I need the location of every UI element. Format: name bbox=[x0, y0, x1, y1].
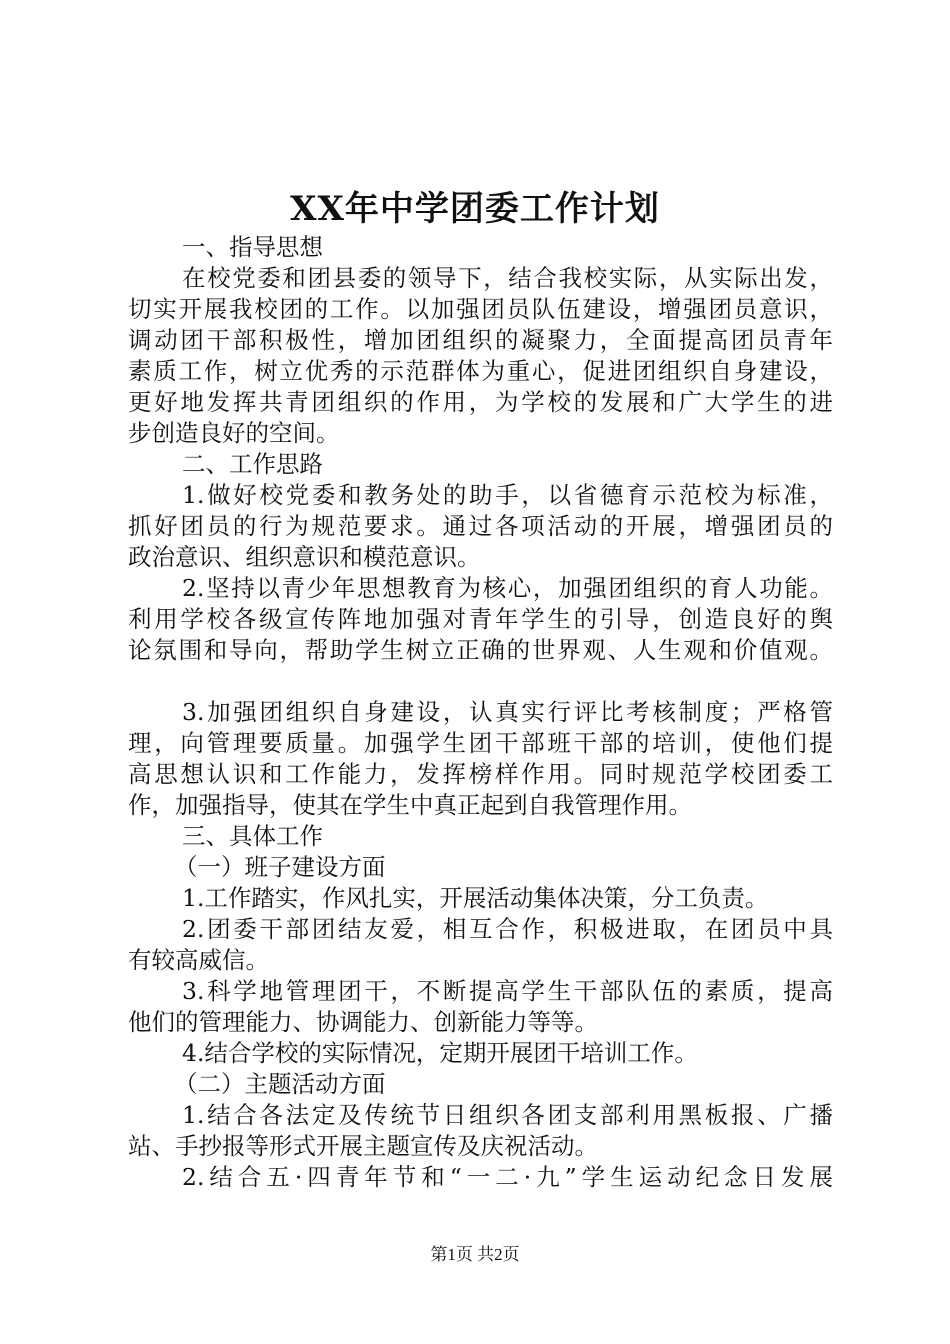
paragraph-line: 有较高威信。 bbox=[128, 946, 269, 974]
paragraph-line: 2.结合五·四青年节和“一二·九”学生运动纪念日发展 bbox=[182, 1163, 833, 1191]
paragraph-line: 更好地发挥共青团组织的作用，为学校的发展和广大学生的进 bbox=[128, 388, 833, 416]
paragraph-line: 利用学校各级宣传阵地加强对青年学生的引导，创造良好的舆 bbox=[128, 605, 833, 633]
paragraph-line: 4.结合学校的实际情况，定期开展团干培训工作。 bbox=[182, 1039, 698, 1067]
document-title: XX年中学团委工作计划 bbox=[290, 189, 660, 229]
paragraph-line: 2.坚持以青少年思想教育为核心，加强团组织的育人功能。 bbox=[182, 574, 833, 602]
section-heading-specific-work: 三、具体工作 bbox=[182, 822, 323, 850]
paragraph-line: 他们的管理能力、协调能力、创新能力等等。 bbox=[128, 1008, 598, 1036]
subsection-heading-team-building: （一）班子建设方面 bbox=[174, 853, 386, 881]
paragraph-line: 切实开展我校团的工作。以加强团员队伍建设，增强团员意识， bbox=[128, 295, 833, 323]
paragraph-line: 步创造良好的空间。 bbox=[128, 419, 340, 447]
section-heading-guiding-ideology: 一、指导思想 bbox=[182, 233, 323, 261]
paragraph-line: 调动团干部积极性，增加团组织的凝聚力，全面提高团员青年 bbox=[128, 326, 833, 354]
paragraph-line: 1.做好校党委和教务处的助手，以省德育示范校为标准， bbox=[182, 481, 833, 509]
paragraph-line: 3.科学地管理团干，不断提高学生干部队伍的素质，提高 bbox=[182, 977, 833, 1005]
paragraph-line: 站、手抄报等形式开展主题宣传及庆祝活动。 bbox=[128, 1132, 598, 1160]
paragraph-line: 1.结合各法定及传统节日组织各团支部利用黑板报、广播 bbox=[182, 1101, 833, 1129]
document-body bbox=[128, 232, 833, 1193]
paragraph-line: 1.工作踏实，作风扎实，开展活动集体决策，分工负责。 bbox=[182, 884, 769, 912]
paragraph-line: 抓好团员的行为规范要求。通过各项活动的开展，增强团员的 bbox=[128, 512, 833, 540]
section-heading-work-approach: 二、工作思路 bbox=[182, 450, 323, 478]
paragraph-line: 政治意识、组织意识和模范意识。 bbox=[128, 543, 481, 571]
paragraph-line: 理，向管理要质量。加强学生团干部班干部的培训，使他们提 bbox=[128, 729, 833, 757]
paragraph-line: 素质工作，树立优秀的示范群体为重心，促进团组织自身建设， bbox=[128, 357, 833, 385]
paragraph-line: 在校党委和团县委的领导下，结合我校实际，从实际出发， bbox=[182, 264, 833, 292]
paragraph-line: 论氛围和导向，帮助学生树立正确的世界观、人生观和价值观。 bbox=[128, 636, 833, 664]
paragraph-line: 2.团委干部团结友爱，相互合作，积极进取，在团员中具 bbox=[182, 915, 833, 943]
page-number-footer: 第1页 共2页 bbox=[430, 1245, 520, 1264]
paragraph-line: 3.加强团组织自身建设，认真实行评比考核制度；严格管 bbox=[182, 698, 833, 726]
paragraph-line: 作，加强指导，使其在学生中真正起到自我管理作用。 bbox=[128, 791, 692, 819]
subsection-heading-theme-activities: （二）主题活动方面 bbox=[174, 1070, 386, 1098]
blank-line bbox=[128, 666, 833, 697]
paragraph-line: 高思想认识和工作能力，发挥榜样作用。同时规范学校团委工 bbox=[128, 760, 833, 788]
